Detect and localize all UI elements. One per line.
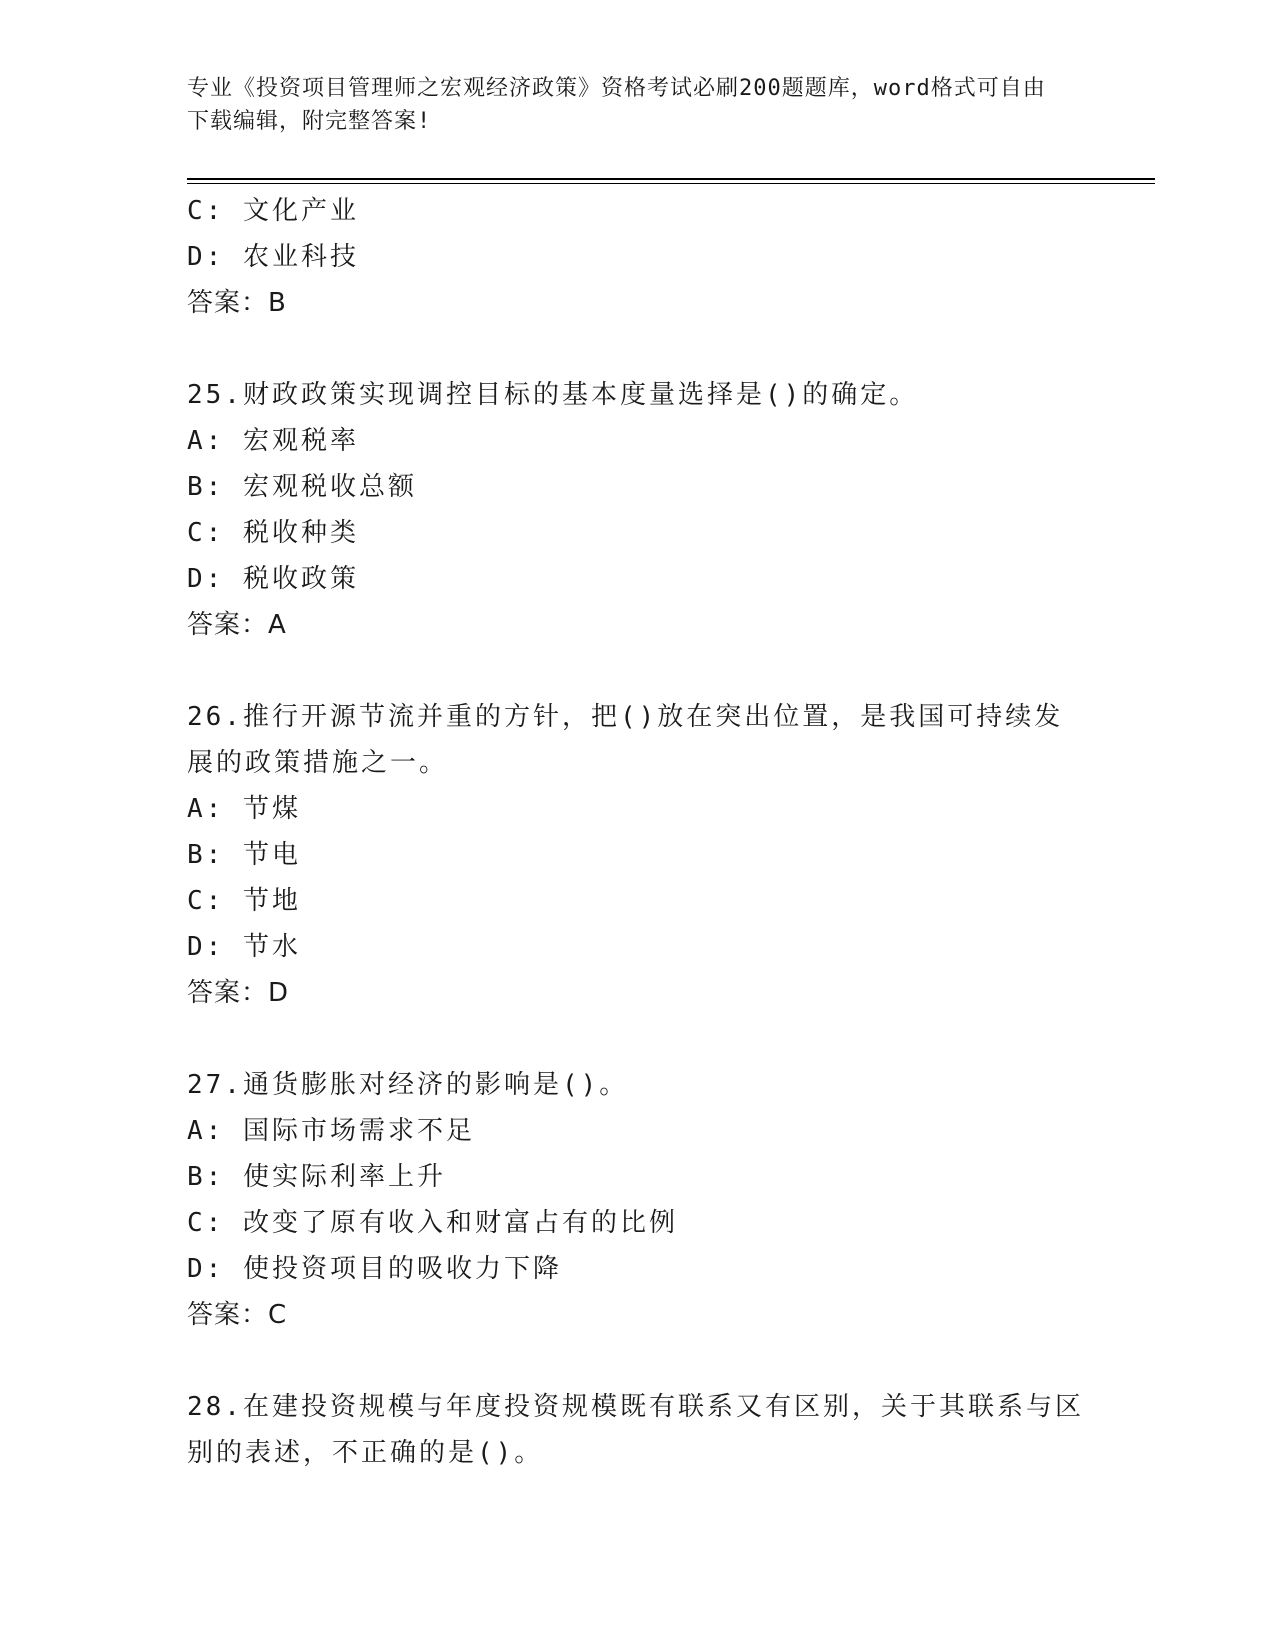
option-d: D: 农业科技: [187, 242, 359, 272]
option-a: A: 国际市场需求不足: [187, 1116, 475, 1146]
option-c: C: 节地: [187, 886, 301, 916]
question-block-24: [187, 188, 1087, 326]
question-text: 26.推行开源节流并重的方针，把()放在突出位置，是我国可持续发展的政策措施之一。: [187, 702, 1064, 778]
option-d: D: 税收政策: [187, 564, 359, 594]
option-b: B: 节电: [187, 840, 301, 870]
question-text: 28.在建投资规模与年度投资规模既有联系又有区别，关于其联系与区别的表述，不正确的是()。: [187, 1392, 1084, 1468]
question-content: [187, 188, 1087, 1476]
question-block-27: [187, 1062, 1087, 1338]
document-header: 专业《投资项目管理师之宏观经济政策》资格考试必刷200题题库，word格式可自由下载编辑，附完整答案!: [187, 76, 1046, 134]
question-block-28: [187, 1384, 1087, 1476]
answer-line: 答案：C: [187, 1300, 288, 1330]
question-block-25: [187, 372, 1087, 648]
option-c: C: 改变了原有收入和财富占有的比例: [187, 1208, 678, 1238]
option-a: A: 节煤: [187, 794, 301, 824]
option-d: D: 使投资项目的吸收力下降: [187, 1254, 562, 1284]
option-c: C: 税收种类: [187, 518, 359, 548]
option-b: B: 宏观税收总额: [187, 472, 417, 502]
header-divider-thin: [187, 183, 1155, 184]
header-divider-thick: [187, 178, 1155, 180]
question-text: 25.财政政策实现调控目标的基本度量选择是()的确定。: [187, 380, 919, 410]
option-a: A: 宏观税率: [187, 426, 359, 456]
question-block-26: [187, 694, 1087, 1016]
question-text: 27.通货膨胀对经济的影响是()。: [187, 1070, 629, 1100]
option-b: B: 使实际利率上升: [187, 1162, 446, 1192]
option-d: D: 节水: [187, 932, 301, 962]
option-c: C: 文化产业: [187, 196, 359, 226]
answer-line: 答案：B: [187, 288, 287, 318]
answer-line: 答案：A: [187, 610, 287, 640]
answer-line: 答案：D: [187, 978, 290, 1008]
